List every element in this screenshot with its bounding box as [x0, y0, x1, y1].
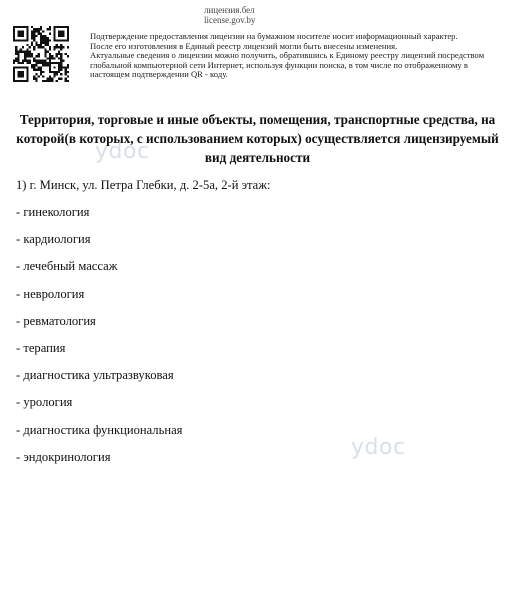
- notice-line: Подтверждение предоставления лицензии на бумажном носителе носит информационный характер.: [90, 31, 458, 41]
- qr-code: [13, 26, 69, 82]
- list-item: - терапия: [16, 340, 66, 355]
- disclaimer-notice: [90, 32, 502, 80]
- list-item: - урология: [16, 395, 73, 410]
- list-item: - лечебный массаж: [16, 259, 118, 274]
- activity-list: [16, 205, 182, 477]
- site-name-latin: license.gov.by: [204, 15, 256, 25]
- list-item: - неврология: [16, 286, 85, 301]
- list-item: - эндокринология: [16, 449, 111, 464]
- list-item: - диагностика функциональная: [16, 422, 183, 437]
- list-item: - ревматология: [16, 313, 96, 328]
- site-name-cyrillic: лицензия.бел: [204, 5, 255, 15]
- list-item: - кардиология: [16, 232, 91, 247]
- document-title: Территория, торговые и иные объекты, помещения, транспортные средства, на которой(в которых, с использованием которых) осуществляется лицензируемый вид деятельности: [16, 112, 499, 165]
- watermark: ydoc: [95, 139, 150, 164]
- site-name: [204, 5, 255, 25]
- list-item: - диагностика ультразвуковая: [16, 368, 174, 383]
- notice-line: Актуальные сведения о лицензии можно получить, обратившись к Единому реестру лицензий посредством глобальной компьютерной сети Интернет, используя функции поиска, в том числе по отображенному в настоящем подтверждении QR - коду.: [90, 50, 485, 80]
- location-address: 1) г. Минск, ул. Петра Глебки, д. 2-5а, 2-й этаж:: [16, 178, 271, 192]
- watermark: ydoc: [351, 435, 406, 460]
- notice-line: После его изготовления в Единый реестр лицензий могли быть внесены изменения.: [90, 40, 398, 51]
- list-item: - гинекология: [16, 205, 90, 219]
